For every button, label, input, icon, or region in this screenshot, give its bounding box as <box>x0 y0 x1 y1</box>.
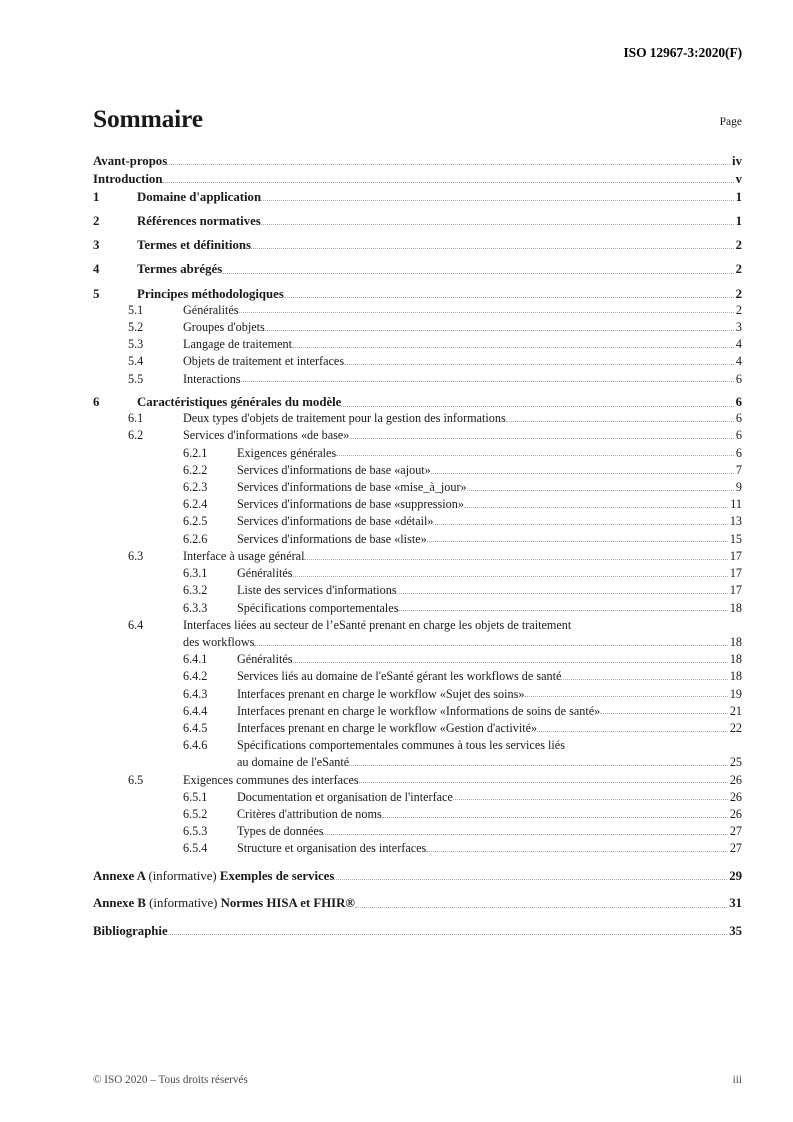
toc-entry-number: 5.4 <box>128 354 144 369</box>
toc-entry[interactable] <box>93 396 742 409</box>
toc-entry[interactable] <box>93 215 742 228</box>
toc-entry[interactable] <box>93 550 742 562</box>
toc-entry[interactable] <box>93 373 742 385</box>
toc-entry-page: 9 <box>735 480 742 495</box>
toc-entry[interactable] <box>93 774 742 786</box>
toc-entry-title-continued: des workflows <box>183 634 255 649</box>
leader-dots <box>433 516 727 528</box>
toc-entry-title: Généralités <box>237 652 293 667</box>
leader-dots <box>464 498 728 510</box>
toc-entry-title: Critères d'attribution de noms <box>237 806 382 821</box>
leader-dots <box>382 808 728 820</box>
toc-entry-page: 3 <box>735 319 742 334</box>
toc-entry-title: Exigences générales <box>237 445 337 460</box>
leader-dots <box>241 373 734 385</box>
toc-entry-page: 13 <box>729 514 742 529</box>
toc-entry-page: iv <box>732 154 742 168</box>
toc-annex-label: Annexe B <box>93 896 146 911</box>
toc-entry-page: 2 <box>735 302 742 317</box>
toc-entry-page: 6 <box>735 411 742 426</box>
toc-entry-page: 6 <box>735 428 742 443</box>
toc-entry-page: 17 <box>729 583 742 598</box>
toc-entry-page: 21 <box>729 703 742 718</box>
toc-entry-page: 6 <box>735 445 742 460</box>
toc-entry-title: Exigences communes des interfaces <box>183 772 359 787</box>
toc-entry-number: 5.5 <box>128 371 144 386</box>
leader-dots <box>561 670 727 682</box>
copyright-notice: © ISO 2020 – Tous droits réservés <box>93 1074 248 1086</box>
table-of-contents <box>93 155 742 938</box>
toc-annex-title <box>93 870 334 883</box>
toc-entry-title: Interfaces prenant en charge le workflow «Gestion d'activité» <box>237 720 538 735</box>
toc-entry[interactable] <box>93 653 742 665</box>
toc-annex-qualifier: (informative) <box>149 896 218 911</box>
toc-entry-number: 6.2.1 <box>183 445 208 460</box>
toc-entry-title-continued: au domaine de l'eSanté <box>237 755 350 770</box>
leader-dots <box>537 722 728 734</box>
toc-entry-page: 22 <box>729 720 742 735</box>
toc-entry[interactable] <box>93 155 742 168</box>
toc-entry-page: 27 <box>729 841 742 856</box>
toc-entry[interactable] <box>93 304 742 316</box>
toc-entry-number: 5.3 <box>128 337 144 352</box>
toc-entry-page: 6 <box>735 395 742 410</box>
toc-annex-entry[interactable] <box>93 897 742 910</box>
leader-dots <box>254 636 727 648</box>
toc-entry-title: Interfaces prenant en charge le workflow «Informations de soins de santé» <box>237 703 601 718</box>
toc-entry-page: 6 <box>735 371 742 386</box>
toc-entry-number: 6.3 <box>128 548 144 563</box>
toc-entry-title: Services d'informations de base «liste» <box>237 531 427 546</box>
toc-title-row <box>93 106 742 132</box>
toc-entry-number: 6.2.2 <box>183 462 208 477</box>
toc-entry-page: v <box>735 171 742 186</box>
toc-entry-title: Interface à usage général <box>183 548 305 563</box>
toc-entry-page: 4 <box>735 337 742 352</box>
leader-dots <box>397 584 728 596</box>
toc-entry[interactable] <box>93 412 742 424</box>
toc-entry[interactable] <box>93 567 742 579</box>
toc-entry-page: 19 <box>729 686 742 701</box>
toc-entry-title: Généralités <box>183 302 239 317</box>
toc-entry-page: 18 <box>729 652 742 667</box>
toc-entry-number: 6.4.4 <box>183 703 208 718</box>
toc-entry[interactable] <box>93 825 742 837</box>
toc-entry-title: Services d'informations de base «ajout» <box>237 462 431 477</box>
toc-entry-number: 6.4.6 <box>183 738 208 753</box>
toc-entry-page: 26 <box>729 789 742 804</box>
toc-entry-number: 6.2 <box>128 428 144 443</box>
toc-annex-page: 35 <box>729 924 742 939</box>
leader-dots <box>349 429 734 441</box>
leader-dots <box>431 464 734 476</box>
leader-dots <box>600 705 728 717</box>
toc-entry-title: Références normatives <box>137 213 261 228</box>
toc-entry-number: 3 <box>93 238 100 253</box>
toc-entry[interactable] <box>93 584 742 596</box>
leader-dots <box>398 602 727 614</box>
toc-entry-title: Documentation et organisation de l'interface <box>237 789 453 804</box>
toc-entry-title: Caractéristiques générales du modèle <box>137 395 342 410</box>
toc-entry-title: Structure et organisation des interfaces <box>237 841 427 856</box>
leader-dots <box>265 321 734 333</box>
toc-entry[interactable] <box>93 321 742 333</box>
toc-entry-number: 6.5.2 <box>183 806 208 821</box>
toc-entry-title: Domaine d'application <box>137 189 262 204</box>
toc-entry-title: Introduction <box>93 171 163 186</box>
toc-entry-number: 6.2.3 <box>183 480 208 495</box>
toc-entry-page: 1 <box>735 213 742 228</box>
toc-entry-title: Groupes d'objets <box>183 319 265 334</box>
leader-dots <box>292 338 734 350</box>
toc-annex-label: Annexe A <box>93 868 146 883</box>
toc-entry-page: 15 <box>729 531 742 546</box>
toc-entry[interactable] <box>93 619 742 648</box>
toc-entry[interactable] <box>93 602 742 614</box>
toc-entry[interactable] <box>93 191 742 204</box>
toc-entry-page: 18 <box>729 669 742 684</box>
leader-dots <box>344 355 734 367</box>
toc-entry-number: 6.4 <box>128 617 144 632</box>
leader-dots <box>293 567 728 579</box>
toc-entry[interactable] <box>93 808 742 820</box>
leader-dots <box>162 173 733 185</box>
leader-dots <box>167 156 730 168</box>
leader-dots <box>349 756 728 768</box>
toc-entry-number: 6.1 <box>128 411 144 426</box>
toc-annex-label: Bibliographie <box>93 924 168 939</box>
toc-entry[interactable] <box>93 173 742 186</box>
toc-annex-title <box>93 925 168 938</box>
toc-entry-title: Services d'informations «de base» <box>183 428 350 443</box>
leader-dots <box>359 774 728 786</box>
toc-entry[interactable] <box>93 842 742 854</box>
document-reference-header: ISO 12967-3:2020(F) <box>623 45 742 60</box>
toc-entry-page: 26 <box>729 772 742 787</box>
toc-entry[interactable] <box>93 670 742 682</box>
toc-entry-title: Langage de traitement <box>183 337 292 352</box>
toc-entry-title: Principes méthodologiques <box>137 286 284 301</box>
toc-entry-title: Spécifications comportementales <box>237 600 399 615</box>
toc-entry-number: 6.4.3 <box>183 686 208 701</box>
toc-entry-title: Types de données <box>237 824 324 839</box>
toc-entry-number: 6.2.5 <box>183 514 208 529</box>
toc-entry[interactable] <box>93 791 742 803</box>
toc-annex-page: 29 <box>729 868 742 883</box>
toc-entry-number: 1 <box>93 189 100 204</box>
toc-entry-number: 5.1 <box>128 302 144 317</box>
leader-dots <box>239 304 734 316</box>
toc-entry[interactable] <box>93 515 742 527</box>
leader-dots <box>426 842 728 854</box>
page-column-label: Page <box>719 116 742 128</box>
toc-entry-number: 5.2 <box>128 319 144 334</box>
toc-entry-title: Interfaces liées au secteur de l’eSanté prenant en charge les objets de traitement <box>183 617 572 632</box>
toc-entry-page: 7 <box>735 462 742 477</box>
toc-entry[interactable] <box>93 739 742 768</box>
toc-entry-title: Termes et définitions <box>137 238 251 253</box>
toc-entry-number: 6.4.2 <box>183 669 208 684</box>
toc-entry-title: Services d'informations de base «détail» <box>237 514 434 529</box>
leader-dots <box>284 288 734 300</box>
leader-dots <box>427 533 728 545</box>
toc-entry-title: Services d'informations de base «mise_à_jour» <box>237 480 467 495</box>
page-title: Sommaire <box>93 104 203 133</box>
toc-entry-title: Liste des services d'informations <box>237 583 397 598</box>
toc-entry-number: 6.5 <box>128 772 144 787</box>
toc-entry-page: 2 <box>735 262 742 277</box>
leader-dots <box>467 481 734 493</box>
toc-entry[interactable] <box>93 498 742 510</box>
leader-dots <box>261 216 734 228</box>
leader-dots <box>355 898 727 910</box>
toc-annex-name: Exemples de services <box>219 868 335 883</box>
toc-entry-title: Avant-propos <box>93 154 168 168</box>
toc-entry-number: 6.3.2 <box>183 583 208 598</box>
toc-entry-number: 6.4.1 <box>183 652 208 667</box>
leader-dots <box>336 447 734 459</box>
toc-entry-number: 6.4.5 <box>183 720 208 735</box>
toc-entry-number: 6.3.3 <box>183 600 208 615</box>
leader-dots <box>334 870 727 882</box>
toc-entry-number: 6.5.1 <box>183 789 208 804</box>
leader-dots <box>293 653 728 665</box>
toc-entry-number: 6.5.4 <box>183 841 208 856</box>
toc-entry-number: 6.2.4 <box>183 497 208 512</box>
toc-entry-page: 18 <box>729 634 742 649</box>
toc-entry[interactable] <box>93 355 742 367</box>
toc-entry[interactable] <box>93 429 742 441</box>
toc-entry-page: 11 <box>730 497 742 512</box>
toc-entry-page: 26 <box>729 806 742 821</box>
toc-entry-title: Services d'informations de base «suppression» <box>237 497 464 512</box>
toc-entry-number: 6.3.1 <box>183 566 208 581</box>
leader-dots <box>524 688 727 700</box>
leader-dots <box>506 412 734 424</box>
toc-entry-title: Généralités <box>237 566 293 581</box>
toc-entry-number: 5 <box>93 286 100 301</box>
toc-entry-title: Deux types d'objets de traitement pour la gestion des informations <box>183 411 506 426</box>
leader-dots <box>453 791 728 803</box>
toc-annex-entry[interactable] <box>93 925 742 938</box>
toc-entry-page: 2 <box>735 238 742 253</box>
toc-entry-page: 1 <box>735 189 742 204</box>
leader-dots <box>168 926 728 938</box>
toc-entry-number: 6 <box>93 395 100 410</box>
toc-entry-page: 17 <box>729 548 742 563</box>
toc-entry[interactable] <box>93 338 742 350</box>
toc-entry-number: 6.2.6 <box>183 531 208 546</box>
leader-dots <box>304 550 727 562</box>
toc-entry[interactable] <box>93 288 742 301</box>
toc-entry[interactable] <box>93 447 742 459</box>
toc-entry-page: 17 <box>729 566 742 581</box>
toc-entry-title: Interactions <box>183 371 241 386</box>
toc-annex-name: Normes HISA et FHIR® <box>220 896 355 911</box>
leader-dots <box>323 825 727 837</box>
toc-entry[interactable] <box>93 705 742 717</box>
leader-dots <box>261 191 734 203</box>
toc-entry-page: 27 <box>729 824 742 839</box>
toc-entry[interactable] <box>93 722 742 734</box>
toc-annex-entry[interactable] <box>93 870 742 883</box>
toc-entry-page: 4 <box>735 354 742 369</box>
leader-dots <box>222 264 733 276</box>
toc-entry-page: 25 <box>729 755 742 770</box>
toc-entry-title: Services liés au domaine de l'eSanté gérant les workflows de santé <box>237 669 562 684</box>
toc-entry-title: Objets de traitement et interfaces <box>183 354 345 369</box>
toc-entry-number: 4 <box>93 262 100 277</box>
toc-entry[interactable] <box>93 688 742 700</box>
toc-entry-page: 2 <box>735 286 742 301</box>
leader-dots <box>251 240 734 252</box>
toc-annex-title <box>93 897 355 910</box>
toc-annex-page: 31 <box>729 896 742 911</box>
toc-entry-number: 6.5.3 <box>183 824 208 839</box>
toc-entry-title: Interfaces prenant en charge le workflow «Sujet des soins» <box>237 686 525 701</box>
toc-entry-title: Spécifications comportementales communes à tous les services liés <box>237 738 565 753</box>
toc-entry-title: Termes abrégés <box>137 262 223 277</box>
leader-dots <box>341 397 733 409</box>
toc-entry-page: 18 <box>729 600 742 615</box>
toc-entry-number: 2 <box>93 213 100 228</box>
document-footer <box>93 1074 742 1086</box>
toc-entry[interactable] <box>93 481 742 493</box>
page-folio: iii <box>732 1074 742 1086</box>
toc-entry[interactable] <box>93 464 742 476</box>
toc-annex-qualifier: (informative) <box>148 868 217 883</box>
toc-entry[interactable] <box>93 263 742 276</box>
toc-entry[interactable] <box>93 239 742 252</box>
toc-entry[interactable] <box>93 533 742 545</box>
